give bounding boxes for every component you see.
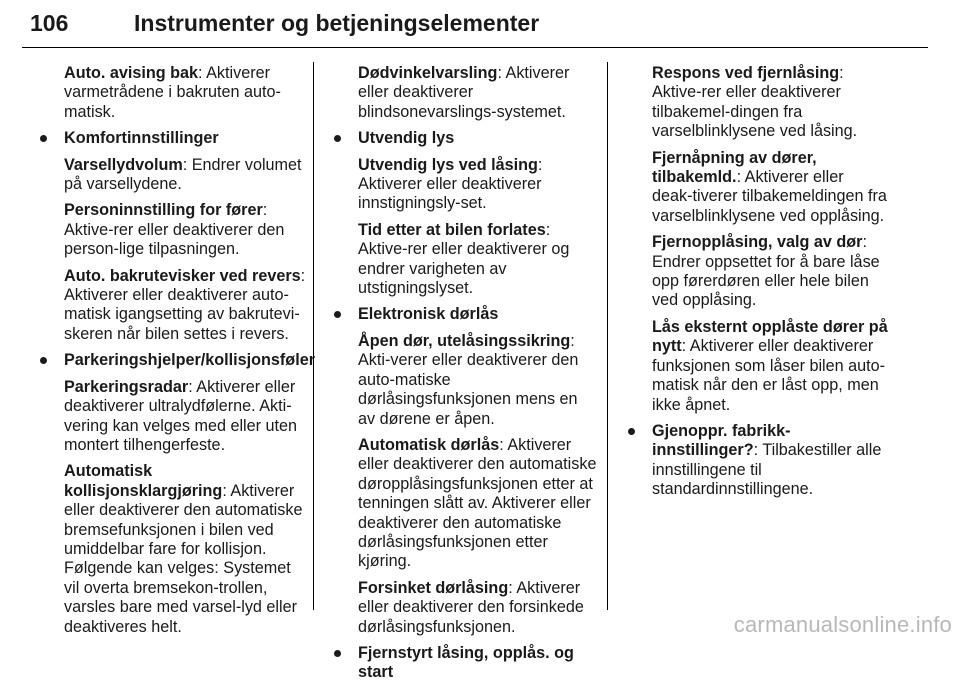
bullet-item (330, 644, 598, 683)
setting-term: Elektronisk dørlås (358, 305, 499, 324)
bullet-item (330, 305, 598, 324)
setting-term: Parkeringsradar (64, 377, 189, 396)
setting-description (330, 579, 598, 637)
setting-term: Parkeringshjelper/kollisjonsføler (64, 351, 315, 370)
setting-text: : Akti-verer eller deaktiverer den auto-matiske dørlåsingsfunksjonen mens en av dørene er åpen. (358, 331, 579, 428)
column-divider (313, 62, 314, 610)
setting-term: Varsellydvolum (64, 155, 183, 174)
setting-term: Personinnstilling for fører (64, 201, 263, 220)
setting-term: Auto. bakrutevisker ved revers (64, 266, 301, 285)
setting-text: : Aktive-rer eller deaktiverer tilbakemel-dingen fra varselblinklysene ved låsing. (652, 64, 858, 141)
setting-term: Åpen dør, utelåsingssikring (358, 331, 571, 350)
setting-term: Forsinket dørlåsing (358, 578, 509, 597)
setting-description (330, 156, 598, 214)
setting-text: : Aktiverer eller deaktiverer den automatiske bremsefunksjonen i bilen ved umiddelbar fare for kollisjon. Følgende kan velges: Systemet vil overta bremsekon-trollen, varsles bare med varsel-lyd eller deaktiveres helt. (64, 481, 303, 636)
setting-term: Fjernopplåsing, valg av dør (652, 233, 863, 252)
page-title: Instrumenter og betjeningselementer (134, 10, 540, 36)
bullet-dot-icon (40, 135, 47, 142)
setting-term: Gjenoppr. fabrikk-innstillinger? (652, 421, 791, 460)
page-header (22, 4, 928, 48)
setting-description (36, 64, 306, 122)
setting-term: Auto. avising bak (64, 64, 199, 82)
setting-text: : Aktiverer eller deaktiverer auto-matisk igangsetting av bakrutevi-skeren når bilen settes i revers. (64, 266, 306, 343)
setting-text: : Endrer volumet på varsellydene. (64, 155, 302, 194)
setting-description (330, 332, 598, 429)
setting-term: Automatisk dørlås (358, 435, 500, 454)
setting-term: Tid etter at bilen forlates (358, 220, 546, 239)
setting-text: : Aktive-rer eller deaktiverer den person-lige tilpasningen. (64, 201, 285, 259)
setting-description (36, 462, 306, 637)
bullet-item (36, 351, 315, 370)
text-column-2 (330, 64, 598, 690)
bullet-item (624, 422, 888, 500)
setting-text: : Aktive-rer eller deaktiverer og endrer varigheten av utstigningslyset. (358, 220, 570, 298)
setting-text: : Aktiverer eller deaktiverer den forsinkede dørlåsingsfunksjonen. (358, 578, 584, 636)
setting-text: : Aktiverer eller deak-tiverer tilbakemeldingen fra varselblinklysene ved opplåsing. (652, 168, 887, 225)
setting-text: : Aktiverer eller deaktiverer den automatiske døropplåsingsfunksjonen etter at tenningen slått av. Aktiverer eller deaktiverer den automatiske dørlåsingsfunksjonen etter kjøring. (358, 435, 597, 571)
setting-description (330, 221, 598, 299)
bullet-dot-icon (628, 428, 635, 435)
setting-term: Lås eksternt opplåste dører på nytt (652, 317, 888, 356)
text-column-1 (36, 64, 315, 644)
setting-term: Dødvinkelvarsling (358, 64, 498, 82)
setting-term: Respons ved fjernlåsing (652, 64, 840, 82)
setting-term: Fjernstyrt låsing, opplås. og start (358, 643, 574, 682)
setting-description (330, 436, 598, 572)
bullet-item (330, 129, 598, 148)
setting-text: : Aktiverer eller deaktiverer funksjonen som låser bilen auto-matisk når den er låst opp, men ikke åpnet. (652, 337, 886, 414)
bullet-item (36, 129, 306, 148)
text-column-3 (624, 64, 888, 507)
bullet-dot-icon (40, 357, 47, 364)
setting-text: : Aktiverer eller deaktiverer blindsonevarslings-systemet. (358, 64, 570, 121)
page-number: 106 (30, 10, 69, 36)
bullet-dot-icon (334, 650, 341, 657)
setting-text: : Aktiverer eller deaktiverer ultralydfølerne. Akti-vering kan velges med eller uten montert tilhengerfeste. (64, 377, 298, 454)
setting-description (36, 267, 306, 345)
setting-term: Utvendig lys ved låsing (358, 155, 538, 174)
setting-term: Komfortinnstillinger (64, 129, 219, 148)
setting-term: Utvendig lys (358, 129, 455, 148)
watermark: carmanualsonline.info (733, 612, 952, 637)
setting-description (624, 149, 888, 227)
setting-description (624, 318, 888, 415)
setting-description (36, 156, 306, 195)
setting-text: : Tilbakestiller alle innstillingene til standardinnstillingene. (652, 441, 882, 499)
bullet-dot-icon (334, 311, 341, 318)
column-divider (607, 62, 608, 610)
setting-description (624, 64, 888, 142)
setting-term: Automatisk kollisjonsklargjøring (64, 462, 223, 500)
setting-description (36, 378, 306, 456)
setting-text: : Endrer oppsettet for å bare låse opp førerdøren eller hele bilen ved opplåsing. (652, 233, 880, 310)
setting-text: : Aktiverer eller deaktiverer innstigningsly-set. (358, 155, 543, 213)
setting-description (36, 201, 306, 259)
setting-description (330, 64, 598, 122)
bullet-dot-icon (334, 135, 341, 142)
setting-text: : Aktiverer varmetrådene i bakruten auto-matisk. (64, 64, 281, 121)
setting-description (624, 233, 888, 311)
setting-term: Fjernåpning av dører, tilbakemld. (652, 148, 817, 187)
